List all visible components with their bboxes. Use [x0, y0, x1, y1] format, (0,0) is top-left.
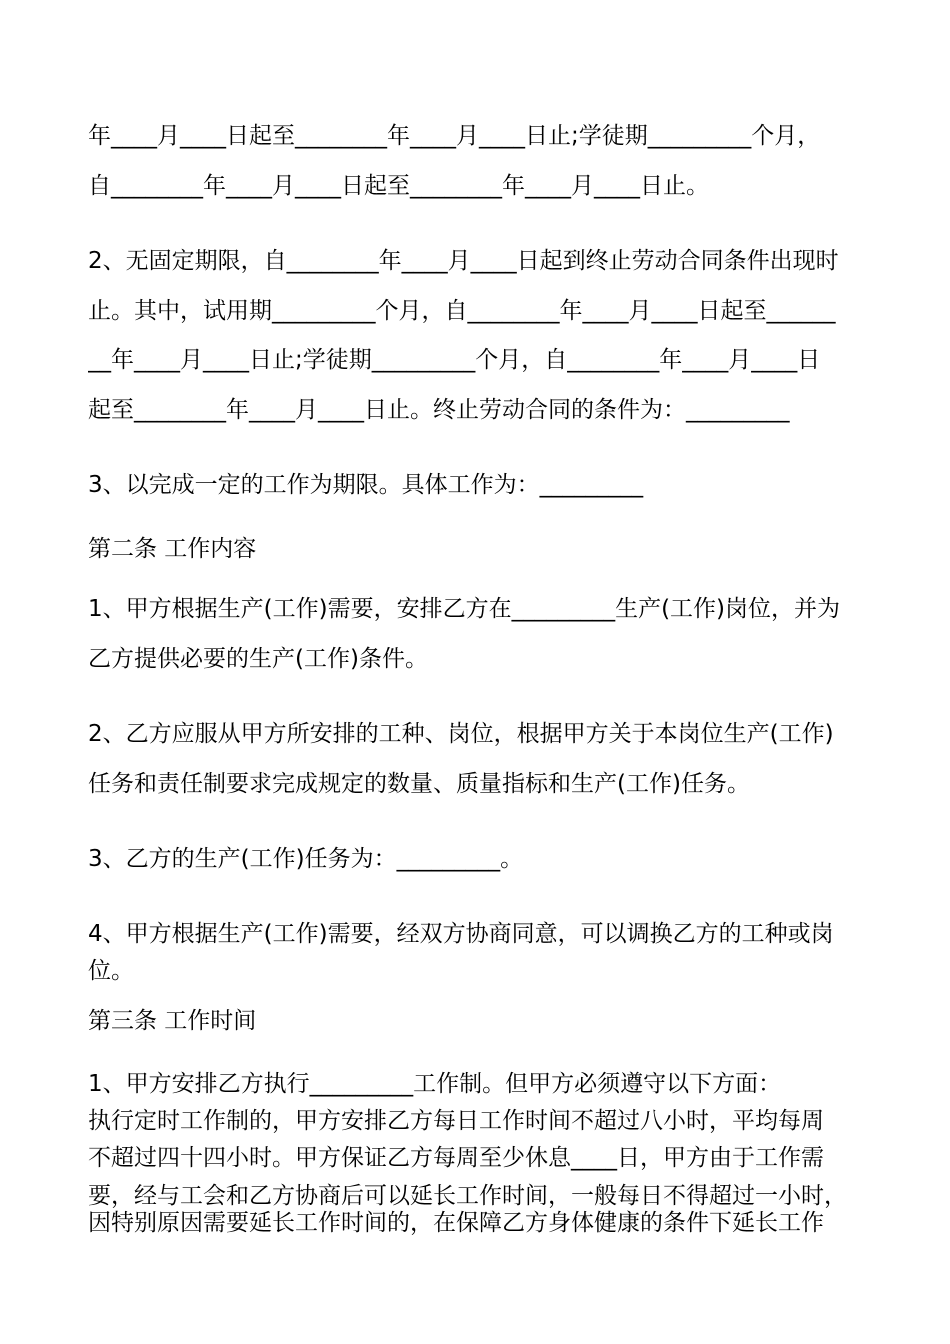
- paragraph-line: 3、乙方的生产(工作)任务为：_________。: [88, 846, 524, 872]
- paragraph-line: 1、甲方根据生产(工作)需要，安排乙方在_________生产(工作)岗位，并为: [88, 596, 841, 622]
- text-line: 不超过四十四小时。甲方保证乙方每周至少休息____日，甲方由于工作需: [88, 1145, 824, 1171]
- text-line: 执行定时工作制的，甲方安排乙方每日工作时间不超过八小时，平均每周: [88, 1108, 824, 1134]
- section-heading: 第二条 工作内容: [88, 536, 257, 562]
- text-line: __年____月____日止;学徒期_________个月，自________年____月____日: [88, 347, 821, 373]
- paragraph-line: 4、甲方根据生产(工作)需要，经双方协商同意，可以调换乙方的工种或岗: [88, 921, 834, 947]
- section-heading: 第三条 工作时间: [88, 1008, 257, 1034]
- text-line: 乙方提供必要的生产(工作)条件。: [88, 646, 428, 672]
- paragraph-line: 2、无固定期限，自________年____月____日起到终止劳动合同条件出现时: [88, 248, 839, 274]
- text-line: 自________年____月____日起至________年____月____日止。: [88, 173, 709, 199]
- text-line: 起至________年____月____日止。终止劳动合同的条件为：_________: [88, 397, 790, 423]
- paragraph-line: 2、乙方应服从甲方所安排的工种、岗位，根据甲方关于本岗位生产(工作): [88, 721, 834, 747]
- text-line: 位。: [88, 958, 134, 984]
- text-line: 年____月____日起至________年____月____日止;学徒期_________个月，: [88, 123, 821, 149]
- text-line: 要，经与工会和乙方协商后可以延长工作时间，一般每日不得超过一小时，: [88, 1183, 847, 1209]
- text-line: 任务和责任制要求完成规定的数量、质量指标和生产(工作)任务。: [88, 771, 750, 797]
- text-line: 因特别原因需要延长工作时间的，在保障乙方身体健康的条件下延长工作: [88, 1210, 824, 1236]
- paragraph-line: 3、以完成一定的工作为期限。具体工作为：_________: [88, 472, 644, 498]
- paragraph-line: 1、甲方安排乙方执行_________工作制。但甲方必须遵守以下方面：: [88, 1071, 782, 1097]
- text-line: 止。其中，试用期_________个月，自________年____月____日起至______: [88, 298, 836, 324]
